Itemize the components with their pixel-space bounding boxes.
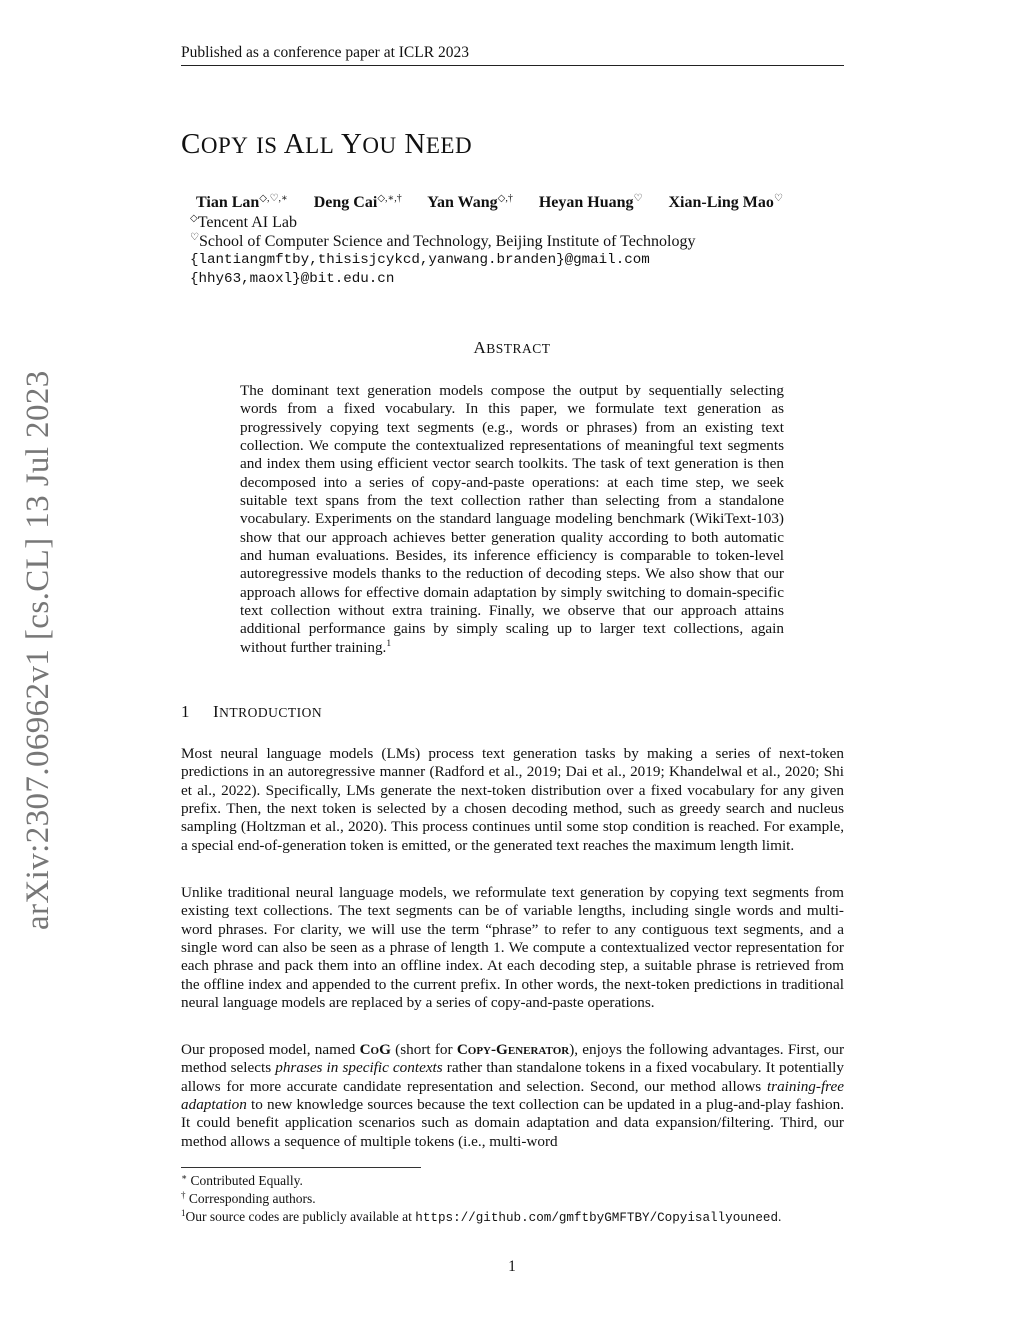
section-heading-introduction: 1 INTRODUCTION — [181, 702, 323, 721]
page-number: 1 — [508, 1258, 516, 1275]
footnote-rule — [181, 1167, 421, 1168]
author: Deng Cai◇,∗,† — [313, 193, 402, 211]
paper-title: COPY IS ALL YOU NEED — [181, 128, 473, 160]
author: Tian Lan◇,♡,∗ — [196, 193, 288, 211]
footnote-equal-contribution: ∗ Contributed Equally. — [181, 1172, 303, 1188]
footnote-mark[interactable]: 1 — [386, 638, 392, 649]
arxiv-identifier[interactable]: arXiv:2307.06962v1 [cs.CL] 13 Jul 2023 — [20, 370, 56, 930]
affiliation-tencent: ◇Tencent AI Lab — [190, 213, 297, 231]
author: Xian-Ling Mao♡ — [668, 193, 783, 211]
header-rule — [181, 65, 844, 66]
author: Heyan Huang♡ — [538, 193, 643, 211]
abstract-body: The dominant text generation models compose the output by sequentially selecting words from a fixed vocabulary. In this paper, we formulate text generation as progressively copying text segments (e.g., words or phrases) from an existing text collection. We compute the contextualized representations of meaningful text segments and index them using efficient vector search toolkits. The task of text generation is then decomposed into a series of copy-and-paste operations: at each time step, we seek suitable text spans from the text collection rather than selecting from a standalone vocabulary. Experiments on the standard language modeling benchmark (WikiText-103) show that our approach achieves better generation quality according to both automatic and human evaluations. Besides, its inference efficiency is comparable to token-level autoregressive models thanks to the reduction of decoding steps. We also show that our approach allows for effective domain adaptation by simply switching to domain-specific text collection without extra training. Finally, we observe that our approach attains additional performance gains by simply scaling up to larger text collections, again without further training.$^1$ — [240, 382, 784, 656]
footnote-corresponding: † Corresponding authors. — [181, 1190, 316, 1206]
running-head: Published as a conference paper at ICLR 2023 — [181, 44, 469, 61]
model-full-name: Copy-Generator — [456, 1041, 570, 1058]
intro-paragraph-1: Most neural language models (LMs) process text generation tasks by making a series of next-token predictions in an autoregressive manner (Radford et al., 2019; Dai et al., 2019; Khandelwal et al., 2020; Shi et al., 2022). Specifically, LMs generate the next-token distribution over a fixed vocabulary for any given prefix. Then, the next token is selected by a chosen decoding method, such as greedy search and nucleus sampling (Holtzman et al., 2020). This process continues until some stop condition is reached. For example, a special end-of-generation token is emitted, or the generated text reaches the maximum length limit. — [181, 745, 844, 854]
affiliation-bit: ♡School of Computer Science and Technology, Beijing Institute of Technology — [190, 232, 696, 250]
source-code-link[interactable]: https://github.com/gmftbyGMFTBY/Copyisallyouneed — [415, 1211, 779, 1225]
author-emails-gmail[interactable]: {lantiangmftby,thisisjcykcd,yanwang.branden}@gmail.com — [190, 252, 650, 268]
intro-paragraph-2: Unlike traditional neural language models, we reformulate text generation by copying text segments from existing text collections. The text segments can be of variable lengths, including single words and multi-word phrases. For clarity, we will use the term “phrase” to refer to any contiguous text segments, and a single word can also be seen as a phrase of length 1. We compute a contextualized vector representation for each phrase and pack them into an offline index. At each decoding step, a suitable phrase is retrieved from the offline index and appended to the current prefix. In other words, the next-token predictions in traditional neural language models are replaced by a series of copy-and-paste operations. — [181, 884, 844, 1012]
footnote-source-code: $^1$Our source codes are publicly available at https://github.com/gmftbyGMFTBY/Copyisallyouneed. — [181, 1208, 782, 1225]
author-emails-bit[interactable]: {hhy63,maoxl}@bit.edu.cn — [190, 271, 395, 287]
abstract-heading: ABSTRACT — [473, 338, 551, 357]
intro-paragraph-3: Our proposed model, named CoG (short for Copy-Generator), enjoys the following advantages. First, our method selects phrases in specific contexts rather than standalone tokens in a fixed vocabulary. It potentially allows for more accurate candidate representation and selection. Second, our method allows training-free adaptation to new knowledge sources because the text collection can be updated in a plug-and-play fashion. It could benefit application scenarios such as domain adaptation and data expansion/filtering. Third, our method allows a sequence of multiple tokens (i.e., multi-word — [181, 1041, 844, 1150]
author-list — [196, 193, 805, 212]
model-name: CoG — [359, 1041, 391, 1058]
author: Yan Wang◇,† — [427, 193, 513, 211]
